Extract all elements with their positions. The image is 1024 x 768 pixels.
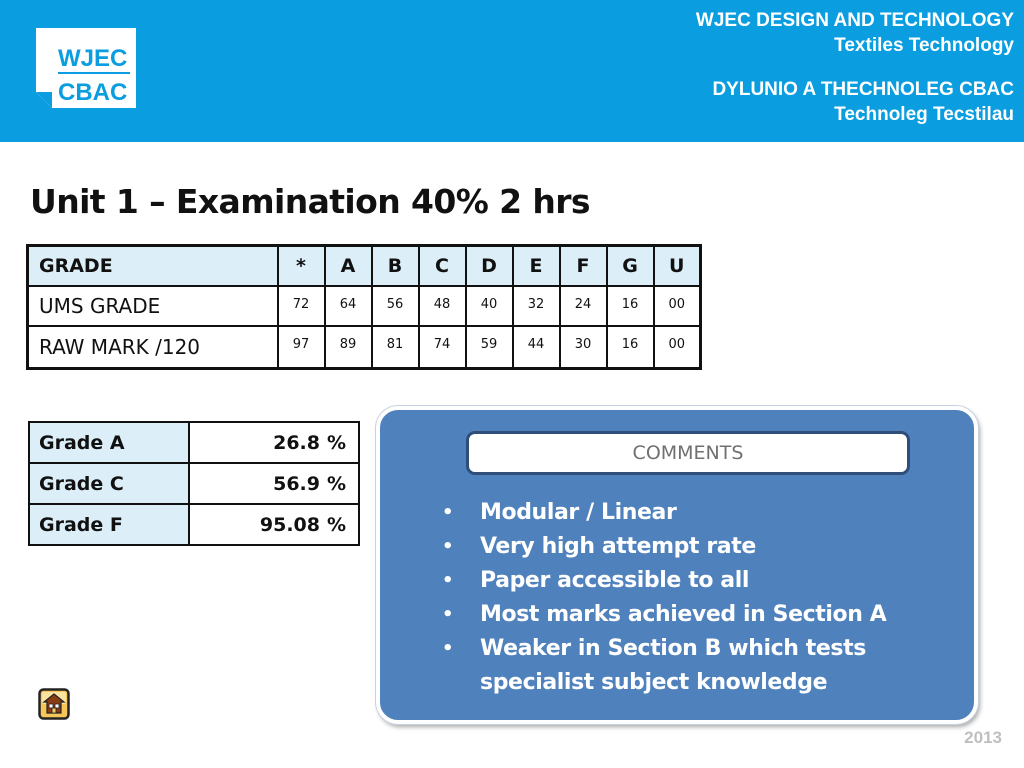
list-item [442,564,972,598]
table-row [28,326,701,369]
percent-value: 26.8 [273,431,320,454]
grade-name: Grade C [29,463,189,504]
comment-text: Most marks achieved in Section A [480,602,887,627]
list-item [442,496,972,530]
table-cell: 30 [560,326,607,369]
table-cell: 00 [654,326,701,369]
grade-name: Grade F [29,504,189,545]
header-title-cy: DYLUNIO A THECHNOLEG CBAC [712,79,1014,100]
table-header-cell: C [419,246,466,286]
table-header-cell: F [560,246,607,286]
row-label: UMS GRADE [28,286,278,326]
table-header-cell: GRADE [28,246,278,286]
table-header-cell: G [607,246,654,286]
table-cell: 40 [466,286,513,326]
table-cell: 97 [278,326,325,369]
comment-text: Modular / Linear [480,500,677,525]
bullet-icon: • [442,570,454,591]
table-header-cell: A [325,246,372,286]
percent-unit: % [326,513,346,536]
grade-percent [189,463,359,504]
header-subtitle-en: Textiles Technology [834,35,1014,56]
logo-icon [36,28,136,108]
table-cell: 64 [325,286,372,326]
logo-text-line1: WJEC [58,45,128,72]
row-label: RAW MARK /120 [28,326,278,369]
table-cell: 48 [419,286,466,326]
table-cell: 44 [513,326,560,369]
home-icon [37,687,71,721]
bullet-icon: • [442,536,454,557]
bullet-icon: • [442,502,454,523]
table-cell: 74 [419,326,466,369]
percent-value: 95.08 [259,513,320,536]
comment-text: Very high attempt rate [480,534,756,559]
header-titles [696,8,1014,127]
table-cell: 56 [372,286,419,326]
table-header-cell: U [654,246,701,286]
comments-title: COMMENTS [466,431,910,475]
comment-text: Weaker in Section B which tests specialist subject knowledge [480,636,866,695]
comments-panel [376,406,978,724]
table-cell: 32 [513,286,560,326]
percent-unit: % [326,472,346,495]
page-title: Unit 1 – Examination 40% 2 hrs [30,182,590,221]
list-item [442,530,972,564]
grade-name: Grade A [29,422,189,463]
percent-value: 56.9 [273,472,320,495]
table-cell: 00 [654,286,701,326]
grade-percent-table [28,421,360,546]
home-button[interactable] [37,687,71,721]
header-title-en: WJEC DESIGN AND TECHNOLOGY [695,10,1014,31]
table-row [28,286,701,326]
table-header-cell: D [466,246,513,286]
table-cell: 89 [325,326,372,369]
percent-unit: % [326,431,346,454]
table-cell: 16 [607,286,654,326]
table-row [29,463,359,504]
table-header-cell: E [513,246,560,286]
comment-text: Paper accessible to all [480,568,750,593]
header-banner [0,0,1024,142]
table-header-cell: * [278,246,325,286]
grade-boundaries-table [26,244,702,370]
table-cell: 16 [607,326,654,369]
bullet-icon: • [442,638,454,659]
table-cell: 81 [372,326,419,369]
comments-list [442,496,972,700]
grade-percent [189,422,359,463]
table-cell: 59 [466,326,513,369]
table-header-cell: B [372,246,419,286]
logo-text-line2: CBAC [58,79,128,106]
table-row [29,422,359,463]
footer-year: 2013 [964,728,1002,747]
table-header-row [28,246,701,286]
wjec-cbac-logo [36,28,136,108]
table-cell: 24 [560,286,607,326]
bullet-icon: • [442,604,454,625]
grade-percent [189,504,359,545]
table-cell: 72 [278,286,325,326]
table-row [29,504,359,545]
list-item [442,598,972,632]
list-item [442,632,972,700]
header-subtitle-cy: Technoleg Tecstilau [834,104,1014,125]
